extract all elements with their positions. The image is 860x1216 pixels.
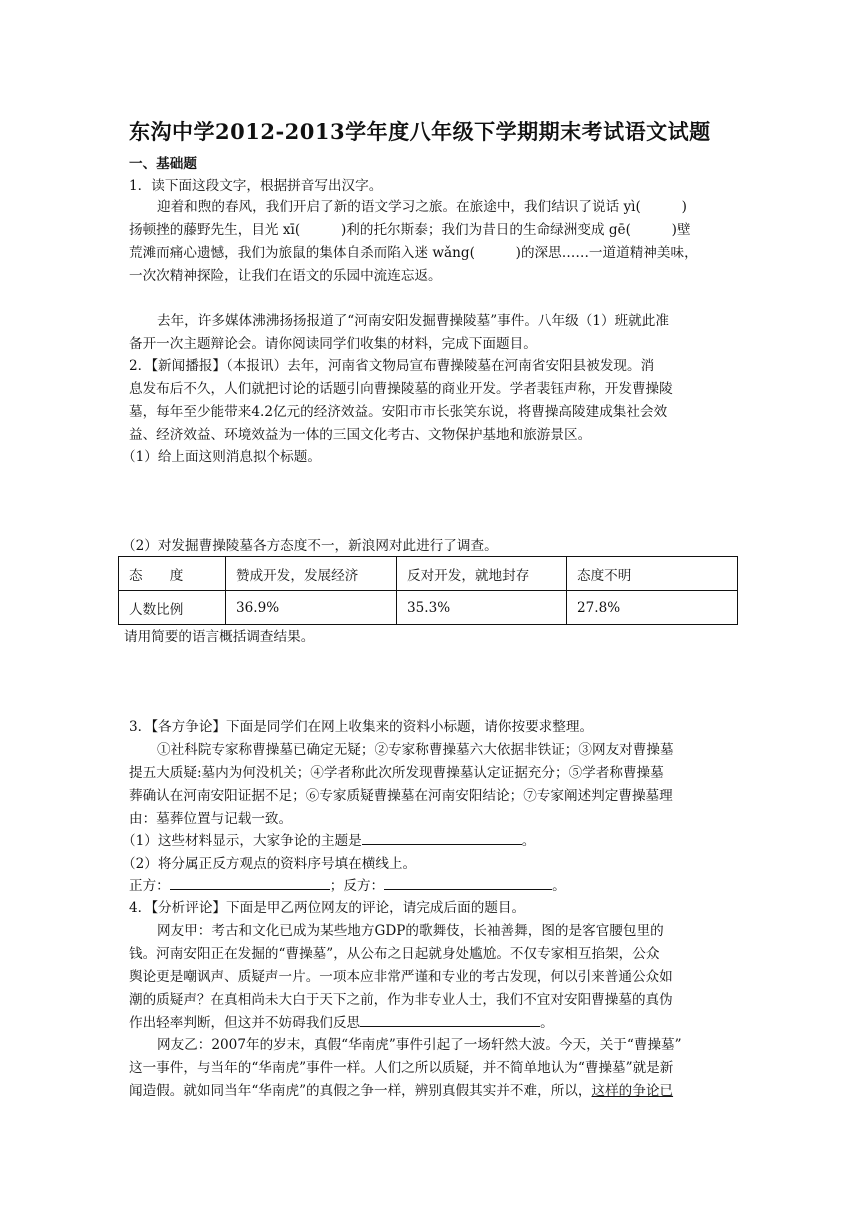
neg-answer-blank[interactable] [384, 876, 552, 890]
answer-blank[interactable] [362, 831, 522, 845]
q4-text: 闻造假。就如同当年“华南虎”的真假之争一样，辨别真假其实并不难，所以， [129, 1083, 592, 1099]
neg-label: ；反方： [329, 878, 385, 894]
exam-title: 东沟中学2012-2013学年度八年级下学期期末考试语文试题 [129, 119, 711, 144]
q3-line: 由：墓葬位置与记载一致。 [129, 811, 293, 827]
q1-passage-line: 一次次精神探险，让我们在语文的乐园中流连忘返。 [129, 268, 442, 284]
q4-line: 钱。河南安阳正在发掘的“曹操墓”，从公布之日起就身处尴尬。不仅专家相互掐架，公众 [129, 946, 660, 962]
q4-line: 这一事件，与当年的“华南虎”事件一样。人们之所以质疑，并不简单地认为“曹操墓”就是新 [129, 1060, 674, 1076]
table-header-cell: 态度不明 [567, 557, 738, 591]
q2-sub1: （1）给上面这则消息拟个标题。 [122, 449, 321, 465]
answer-blank[interactable] [360, 1013, 540, 1027]
q3-line: 提五大质疑:墓内为何没机关；④学者称此次所发现曹操墓认定证据充分；⑤学者称曹操墓 [129, 765, 664, 781]
table-cell: 27.8% [567, 591, 738, 625]
q3-answer-line [129, 876, 566, 896]
punct: 。 [552, 878, 566, 894]
table-header-cell: 赞成开发，发展经济 [226, 557, 397, 591]
q4-line: 4．【分析评论】下面是甲乙两位网友的评论，请完成后面的题目。 [129, 900, 526, 916]
q3-line: ①社科院专家称曹操墓已确定无疑；②专家称曹操墓六大依据非铁证；③网友对曹操墓 [157, 742, 674, 758]
q4-line [129, 1013, 554, 1033]
survey-table [118, 556, 738, 625]
q2-line: 益、经济效益、环境效益为一体的三国文化考古、文物保护基地和旅游景区。 [129, 427, 592, 443]
intro-line: 备开一次主题辩论会。请你阅读同学们收集的材料，完成下面题目。 [129, 336, 537, 352]
q2-line: 2．【新闻播报】（本报讯）去年，河南省文物局宣布曹操陵墓在河南省安阳县被发现。消 [129, 358, 655, 374]
q3-sub1-text: （1）这些材料显示，大家争论的主题是 [122, 833, 362, 849]
q2-line: 息发布后不久，人们就把讨论的话题引向曹操陵墓的商业开发。学者裴钰声称，开发曹操陵 [129, 381, 673, 397]
section-heading: 一、基础题 [129, 156, 197, 172]
intro-line: 去年，许多媒体沸沸扬扬报道了“河南安阳发掘曹操陵墓”事件。八年级（1）班就此准 [157, 313, 669, 329]
q4-line: 舆论更是嘲讽声、质疑声一片。一项本应非常严谨和专业的考古发现，何以引来普通公众如 [129, 969, 673, 985]
q4-line: 网友乙：2007年的岁末，真假“华南虎”事件引起了一场轩然大波。今天，关于“曹操墓” [157, 1037, 682, 1053]
q3-sub1 [122, 831, 535, 851]
q1-passage-line: 迎着和煦的春风，我们开启了新的语文学习之旅。在旅途中，我们结识了说话 yì( ) [157, 199, 687, 215]
q1-passage-line: 荒滩而痛心遗憾，我们为旅鼠的集体自杀而陷入迷 wǎng( )的深思……一道道精神美味， [129, 245, 698, 261]
table-row [119, 591, 738, 625]
table-header-cell: 反对开发，就地封存 [397, 557, 567, 591]
punct: 。 [540, 1015, 554, 1031]
punct: 。 [521, 833, 536, 849]
q1-stem: 1．读下面这段文字，根据拼音写出汉字。 [129, 178, 383, 194]
table-cell: 35.3% [397, 591, 567, 625]
table-cell: 人数比例 [119, 591, 226, 625]
pos-label: 正方： [129, 878, 170, 894]
pos-answer-blank[interactable] [170, 876, 330, 890]
table-header-cell: 态 度 [119, 557, 226, 591]
q3-sub2: （2）将分属正反方观点的资料序号填在横线上。 [122, 856, 417, 872]
q2-after: 请用简要的语言概括调查结果。 [124, 629, 315, 645]
q3-line: 葬确认在河南安阳证据不足；⑥专家质疑曹操墓在河南安阳结论；⑦专家阐述判定曹操墓理 [129, 788, 673, 804]
q4-line: 网友甲：考古和文化已成为某些地方GDP的歌舞伎，长袖善舞，图的是客官腰包里的 [157, 923, 664, 939]
underlined-phrase: 这样的争论已 [591, 1083, 674, 1099]
q4-line [129, 1081, 673, 1101]
q1-passage-line: 扬顿挫的藤野先生，目光 xī( )利的托尔斯泰；我们为昔日的生命绿洲变成 gē( )壁 [129, 222, 691, 238]
table-row [119, 557, 738, 591]
table-cell: 36.9% [226, 591, 397, 625]
q3-line: 3．【各方争论】下面是同学们在网上收集来的资料小标题，请你按要求整理。 [129, 719, 594, 735]
q2-sub2: （2）对发掘曹操陵墓各方态度不一，新浪网对此进行了调查。 [122, 538, 498, 554]
q4-line: 潮的质疑声？在真相尚未大白于天下之前，作为非专业人士，我们不宜对安阳曹操墓的真伪 [129, 992, 673, 1008]
q4-text: 作出轻率判断，但这并不妨碍我们反思 [129, 1015, 361, 1031]
q2-line: 墓，每年至少能带来4.2亿元的经济效益。安阳市市长张笑东说，将曹操高陵建成集社会效 [129, 404, 668, 420]
